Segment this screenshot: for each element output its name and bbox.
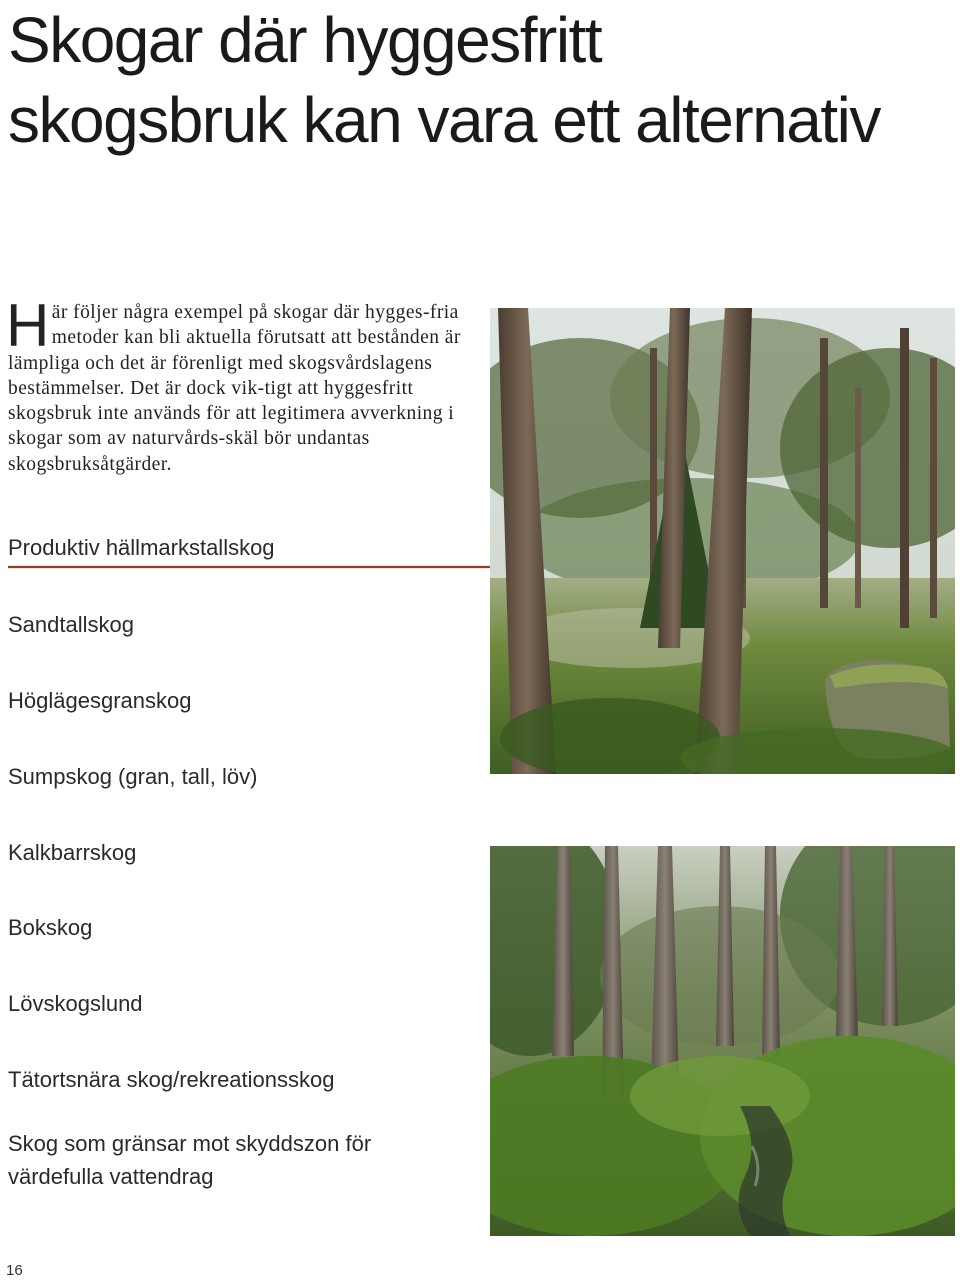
forest-type-label-line-2: värdefulla vattendrag — [8, 1164, 214, 1189]
forest-type-label: Höglägesgranskog — [8, 688, 192, 713]
page-number: 16 — [6, 1262, 23, 1279]
forest-type-label: Sandtallskog — [8, 612, 134, 637]
forest-type-label: Tätortsnära skog/rekreationsskog — [8, 1067, 335, 1092]
intro-paragraph — [6, 292, 468, 477]
page-title-line-2: skogsbruk kan vara ett alternativ — [8, 84, 880, 156]
forest-type-label: Produktiv hällmarkstallskog — [8, 535, 275, 560]
page-title — [8, 0, 958, 160]
forest-type-label-multiline — [8, 1127, 371, 1193]
page-title-line-1: Skogar där hyggesfritt — [8, 4, 602, 76]
intro-text: är följer några exempel på skogar där hygges-fria metoder kan bli aktuella förutsatt att bestånden är lämpliga och det är förenligt med skogsvårdslagens bestämmelser. Det är dock vik-tigt att hyggesfritt skogsbruk inte används för att legitimera avverkning i skogar som av naturvårds-skäl bör undantas skogsbruksåtgärder. — [8, 302, 461, 475]
forest-type-label: Lövskogslund — [8, 991, 143, 1016]
forest-type-label: Bokskog — [8, 915, 93, 940]
connector-line — [8, 561, 520, 573]
pine-forest-photo — [490, 308, 955, 774]
spruce-forest-photo — [490, 846, 955, 1236]
forest-type-label: Sumpskog (gran, tall, löv) — [8, 764, 258, 789]
forest-type-label: Kalkbarrskog — [8, 840, 137, 865]
drop-cap: H — [6, 292, 50, 359]
forest-type-label-line-1: Skog som gränsar mot skyddszon för — [8, 1131, 372, 1156]
